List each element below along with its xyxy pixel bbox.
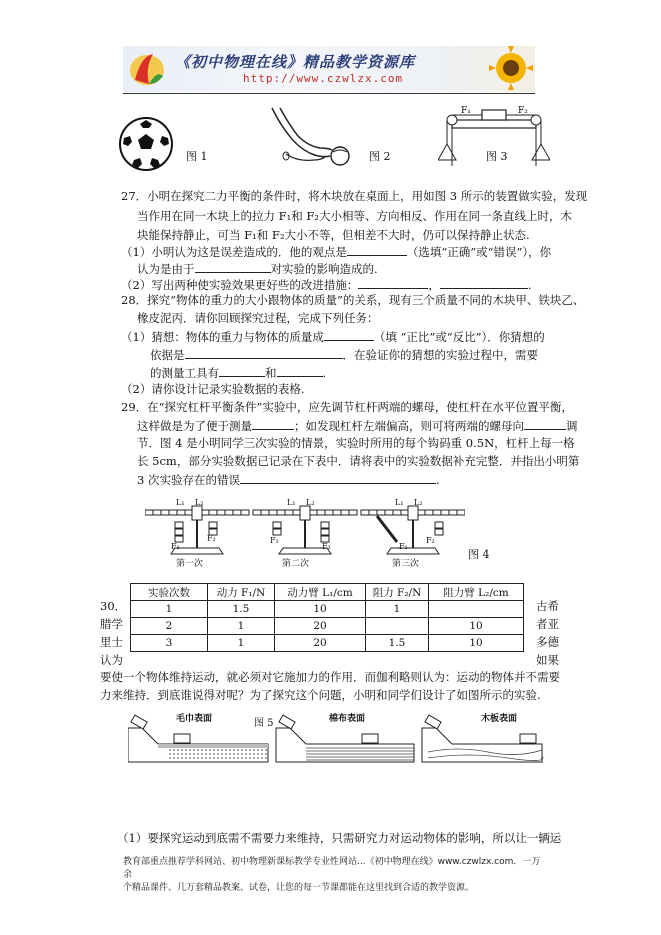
q30-left-4: 认为 (100, 653, 123, 667)
footer-line-1: 教育部重点推荐学科网站、初中物理新课标教学专业性网站...《初中物理在线》www.czwlzx.com．一万余 (123, 857, 541, 880)
q30-right-1: 古希 (536, 599, 559, 613)
q29-direction-blank[interactable] (524, 417, 566, 430)
q28-line-6: （2）请你设计记录实验数据的表格. (121, 382, 305, 396)
table-cell: 1.5 (366, 635, 429, 652)
fig4-l2-b: L₂ (306, 498, 315, 507)
fig4-caption-2: 第二次 (282, 559, 310, 569)
q29-error-prompt: 3 次实验存在的错误 (137, 473, 240, 487)
q28-tool-blank-2[interactable] (277, 364, 323, 377)
table-header-cell: 实验次数 (131, 584, 208, 601)
header-rule (123, 93, 535, 94)
q29-nut-prompt: ；如发现杠杆左端偏高，则可将两端的螺母向 (294, 419, 524, 433)
figure-2-label: 图 2 (369, 150, 391, 163)
sunflower-icon (481, 46, 535, 92)
figure-5-label: 图 5 (254, 718, 274, 729)
q27-line-3: 块能保持静止，可当 F₁和 F₂大小不等，但相差不大时，仍可以保持静止状态. (137, 228, 530, 242)
q28-tools-and: 和 (265, 366, 277, 380)
q29-line-1: 29．在“探究杠杆平衡条件”实验中，应先调节杠杆两端的螺母，使杠杆在水平位置平衡， (121, 400, 573, 414)
table-row (131, 635, 524, 652)
q27-line-4 (121, 243, 551, 260)
fig5-cotton-label: 棉布表面 (329, 714, 366, 724)
q27-1-reason-blank[interactable] (195, 260, 271, 273)
table-header-cell: 动力 F₁/N (208, 584, 275, 601)
banner-title: 《初中物理在线》精品教学资源库 (175, 53, 416, 71)
q30-line-7: （1）要探究运动到底需不需要力来维持，只需研究力对运动物体的影响，所以让一辆运 (117, 831, 562, 845)
q29-line-2 (137, 417, 578, 434)
fig4-caption-3: 第三次 (392, 559, 420, 569)
q29-measure-blank[interactable] (252, 417, 294, 430)
q28-1-prompt: （1）猜想：物体的重力与物体的质量成 (121, 330, 324, 344)
banner-url: http://www.czwlzx.com (243, 72, 404, 85)
q27-line-2: 当作用在同一木块上的拉力 F₁和 F₂大小相等、方向相反、作用在同一条直线上时，木 (137, 209, 572, 223)
q27-line-6 (121, 276, 531, 293)
q28-line-3 (121, 328, 545, 345)
q29-line-3: 节．图 4 是小明同学三次实验的情景，实验时所用的每个钩码重 0.5N，杠杆上每一格 (137, 436, 575, 450)
table-cell-blank[interactable] (366, 618, 429, 635)
table-cell: 1.5 (208, 601, 275, 618)
q28-line-4 (150, 346, 538, 363)
hand-ball-figure (268, 104, 358, 174)
q29-adjust: 调 (566, 419, 578, 433)
fig4-f1-b: F₁ (270, 536, 279, 545)
q28-line-5 (150, 364, 326, 381)
table-cell: 1 (208, 618, 275, 635)
q28-tools-period: . (322, 366, 327, 380)
table-cell: 1 (208, 635, 275, 652)
q29-error-period: . (435, 473, 440, 487)
q29-error-blank[interactable] (240, 471, 436, 484)
table-header-cell: 阻力臂 L₂/cm (429, 584, 524, 601)
soccer-ball-figure (118, 116, 174, 172)
fig5-wood-label: 木板表面 (481, 714, 518, 724)
q28-1-option: （填 “正比”或“反比”）．你猜想的 (373, 330, 545, 344)
table-cell: 2 (131, 618, 208, 635)
q30-left-2: 腊学 (100, 617, 123, 631)
table-cell: 20 (275, 635, 366, 652)
q30-right-4: 如果 (536, 653, 559, 667)
table-cell: 10 (429, 618, 524, 635)
q29-measure-prompt: 这样做是为了便于测量 (137, 419, 252, 433)
fig4-l2-c: L₂ (414, 498, 423, 507)
figure-4-label: 图 4 (468, 548, 490, 561)
q28-line-1: 28．探究“物体的重力的大小跟物体的质量”的关系，现有三个质量不同的木块甲、铁块乙、 (121, 293, 585, 307)
q28-basis-prompt: 依据是 (150, 348, 185, 362)
q27-2-period: . (527, 278, 532, 292)
q27-1-option: （选填“正确”或“错误”），你 (406, 245, 552, 259)
figure-3-f1: F₁ (461, 106, 471, 116)
figure-3-f2: F₂ (518, 106, 528, 116)
fig4-caption-1: 第一次 (176, 559, 204, 569)
fig4-f2-b: F₂ (322, 542, 331, 551)
fig4-l1-a: L₁ (176, 498, 185, 507)
q27-line-5 (137, 260, 378, 277)
q27-2-prompt: （2）写出两种使实验效果更好些的改进措施： (121, 278, 359, 292)
fig4-l1-b: L₁ (287, 498, 296, 507)
table-cell: 3 (131, 635, 208, 652)
fig4-f2-c: F₂ (426, 536, 435, 545)
table-row (131, 618, 524, 635)
q28-1-answer-blank[interactable] (324, 328, 374, 341)
table-cell-blank[interactable] (429, 601, 524, 618)
table-cell: 10 (429, 635, 524, 652)
q30-line-6: 力来维持．到底谁说得对呢？为了探究这个问题，小明和同学们设计了如图所示的实验. (100, 688, 541, 702)
q30-left-1: 30． (100, 599, 127, 613)
q27-2-blank-2[interactable] (440, 276, 528, 289)
table-cell: 1 (131, 601, 208, 618)
q28-line-2: 橡皮泥丙．请你回顾探究过程，完成下列任务： (137, 311, 379, 325)
page-footer (123, 856, 543, 895)
fig5-towel-label: 毛巾表面 (176, 714, 213, 724)
q29-line-4: 长 5cm，部分实验数据已记录在下表中．请将表中的实验数据补充完整．并指出小明第 (137, 454, 580, 468)
figure-1-label: 图 1 (186, 150, 208, 163)
table-header-cell: 阻力 F₂/N (366, 584, 429, 601)
q27-line-1: 27．小明在探究二力平衡的条件时，将木块放在桌面上，用如图 3 所示的装置做实验，发现 (121, 189, 588, 203)
table-cell: 1 (366, 601, 429, 618)
footer-line-2: 个精品课件、几万套精品教案、试卷，让您的每一节课都能在这里找到合适的教学资源。 (123, 883, 475, 893)
fig4-f2-a: F₂ (207, 534, 216, 543)
q29-line-5 (137, 471, 440, 488)
fig4-f1-c: F₁ (399, 542, 408, 551)
q30-left-3: 里士 (100, 635, 123, 649)
q27-1-prompt: （1）小明认为这是误差造成的．他的观点是 (121, 245, 347, 259)
q27-1-reason-prompt: 认为是由于 (137, 262, 195, 276)
q28-tool-blank-1[interactable] (219, 364, 265, 377)
q27-2-blank-1[interactable] (358, 276, 428, 289)
q30-line-5: 要使一个物体维持运动，就必须对它施加力的作用．而伽利略则认为：运动的物体并不需要 (100, 670, 560, 684)
fig4-l1-c: L₁ (395, 498, 404, 507)
header-banner (123, 46, 535, 92)
q28-tools-prompt: 的测量工具有 (150, 366, 219, 380)
table-row (131, 601, 524, 618)
logo-icon (127, 50, 167, 88)
q27-1-answer-blank[interactable] (347, 243, 407, 256)
lever-data-table (130, 583, 524, 652)
table-header-cell: 动力臂 L₁/cm (275, 584, 366, 601)
q27-2-comma: ， (428, 278, 440, 292)
table-cell: 10 (275, 601, 366, 618)
q30-right-2: 者亚 (536, 617, 559, 631)
q27-1-reason-tail: 对实验的影响造成的. (270, 262, 378, 276)
q28-basis-tail: ．在验证你的猜想的实验过程中，需要 (342, 348, 538, 362)
figure-3-label: 图 3 (486, 150, 508, 163)
fig4-f1-a: F₁ (171, 542, 180, 551)
table-header-row (131, 584, 524, 601)
q30-right-3: 多德 (536, 635, 559, 649)
q28-basis-blank[interactable] (185, 346, 343, 359)
fig4-l2-a: L₂ (195, 498, 204, 507)
table-cell: 20 (275, 618, 366, 635)
